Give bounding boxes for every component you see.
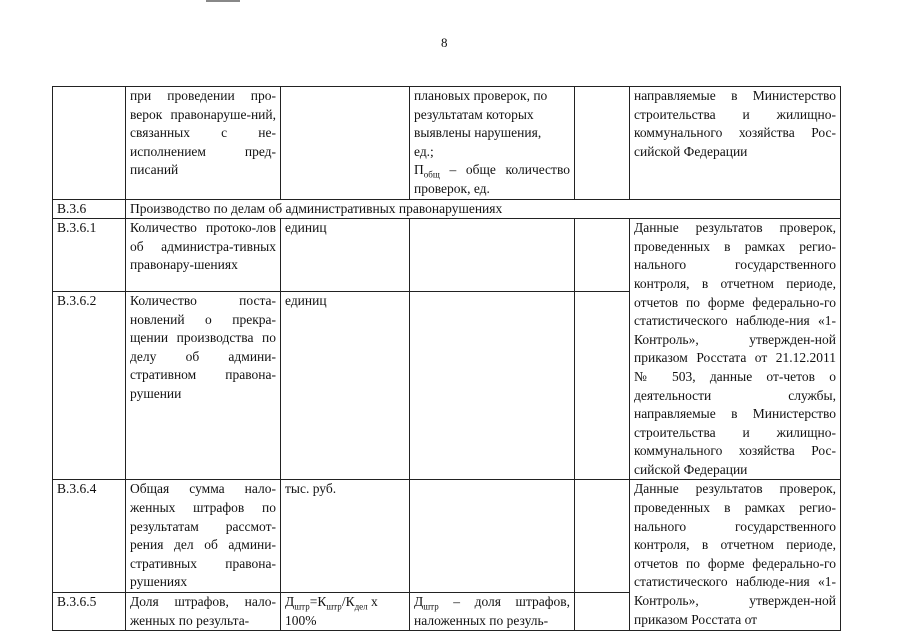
- empty-cell: [575, 593, 630, 631]
- pobsh-definition: – обще количество проверок, ед.: [414, 162, 570, 196]
- unit-cell: [281, 87, 410, 200]
- empty-cell: [575, 219, 630, 292]
- unit-cell: единиц: [281, 219, 410, 292]
- formula-line: ед.;: [414, 143, 434, 159]
- formula-cell: [410, 219, 575, 292]
- indicators-table: [52, 86, 841, 631]
- indicator-name-cell: Количество поста-новлений о прекра-щении производства по делу об админи-стративном правона-рушении: [126, 291, 281, 480]
- source-cell: Данные результатов проверок, проведенных в рамках регио-нального государственного контроля, в отчетном периоде, отчетов по форме федерально-го статистического наблюде-ния «1-Контроль», утвержден-ной приказом Росстата от 21.12.2011 № 503, данные от-четов о деятельности службы, направляемые в Министерство строительства и жилищно-коммунального хозяйства Рос-сийской Федерации: [630, 219, 841, 480]
- indicator-name-cell: Доля штрафов, нало-женных по результа-: [126, 593, 281, 631]
- table-row: [53, 480, 841, 593]
- formula-line: плановых проверок, по: [414, 88, 548, 103]
- formula-cell: [410, 87, 575, 200]
- pobsh-symbol: П: [414, 162, 424, 178]
- code-cell: В.3.6.1: [53, 219, 126, 292]
- code-cell: [53, 87, 126, 200]
- indicator-name-cell: Количество протоко-лов об администра-тивных правонару-шениях: [126, 219, 281, 292]
- indicator-name-cell: Общая сумма нало-женных штрафов по результатам рассмот-рения дел об админи-стративных правона-рушениях: [126, 480, 281, 593]
- indicator-name-cell: при проведении про-верок правонаруше-ний, связанных с не-исполнением пред-писаний: [126, 87, 281, 200]
- page-number: 8: [441, 35, 448, 50]
- section-row: [53, 199, 841, 219]
- table-row: [53, 219, 841, 292]
- top-edge-mark: [206, 0, 240, 2]
- formula-description-cell: $Д_{штр}$ – доля штрафов, наложенных по резуль-: [410, 593, 575, 631]
- section-title-cell: Производство по делам об административных правонарушениях: [126, 199, 841, 219]
- section-code-cell: В.3.6: [53, 199, 126, 219]
- formula-expression-cell: $Д_{штр}=К_{штр}/К_{дел}$ х 100%: [281, 593, 410, 631]
- pobsh-subscript: общ: [423, 170, 440, 181]
- formula-cell: [410, 480, 575, 593]
- code-cell: В.3.6.5: [53, 593, 126, 631]
- formula-line: результатам которых: [414, 106, 534, 122]
- formula-line: выявлены нарушения,: [414, 125, 542, 141]
- unit-cell: единиц: [281, 291, 410, 480]
- source-cell: Данные результатов проверок, проведенных в рамках регио-нального государственного контроля, в отчетном периоде, отчетов по форме федерально-го статистического наблюде-ния «1-Контроль», утвержден-ной приказом Росстата от: [630, 480, 841, 631]
- empty-cell: [575, 87, 630, 200]
- source-cell: направляемые в Министерство строительства и жилищно-коммунального хозяйства Рос-сийской Федерации: [630, 87, 841, 200]
- empty-cell: [575, 291, 630, 480]
- formula-cell: [410, 291, 575, 480]
- unit-cell: тыс. руб.: [281, 480, 410, 593]
- code-cell: В.3.6.4: [53, 480, 126, 593]
- table-row: [53, 87, 841, 200]
- code-cell: В.3.6.2: [53, 291, 126, 480]
- empty-cell: [575, 480, 630, 593]
